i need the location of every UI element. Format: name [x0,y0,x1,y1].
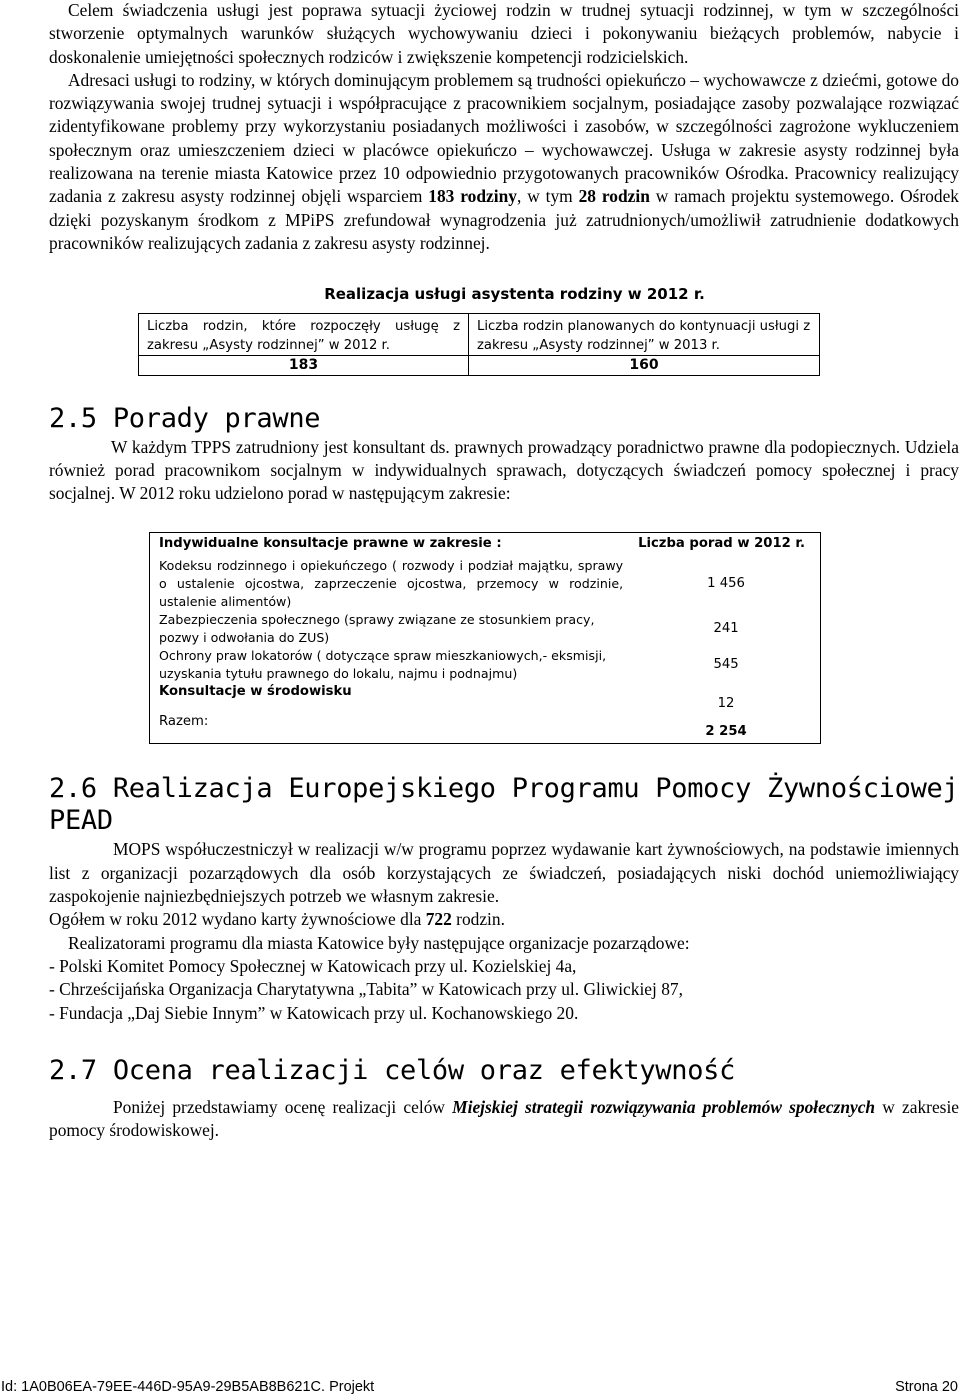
table1-col2-header: Liczba rodzin planowanych do kontynuacji usługi z zakresu „Asysty rodzinnej” w 2013 r. [469,313,820,355]
strategy-title: Miejskiej strategii rozwiązywania problemów społecznych [452,1096,876,1117]
section-2-6-organizations-intro: Realizatorami programu dla miasta Katowice były następujące organizacje pozarządowe: [68,932,690,953]
table2-header-right: Liczba porad w 2012 r. [623,533,820,558]
document-page [49,0,959,1142]
section-2-6-total-text: Ogółem w roku 2012 wydano karty żywnościowe dla [49,909,426,930]
organizations-list [49,955,959,1025]
table2-row-label: Ochrony praw lokatorów ( dotyczące spraw mieszkaniowych,- eksmisji, uzyskania tytułu prawnego do lokalu, najmu i podnajmu) [150,647,624,683]
project-families-count: 28 rodzin [578,186,650,207]
section-2-7-heading: 2.7 Ocena realizacji celów oraz efektywność [49,1054,736,1086]
table2-total-value: 2 254 [623,713,820,744]
section-2-6-total-suffix: rodzin. [451,909,505,930]
paragraph-recipients-text-2: , w tym [516,186,579,207]
paragraph-recipients [49,69,959,255]
document-id: Id: 1A0B06EA-79EE-446D-95A9-29B5AB8B621C. Projekt [1,1379,375,1395]
paragraph-recipients-text-3: w ramach projektu systemowego. Ośrodek dzięki pozyskanym środkom z MPiPS zrefundował wynagrodzenia już zatrudnionych/umożliwił zatrudnienie dodatkowych pracowników realizujących zadania z zakresu asysty rodzinnej. [49,186,959,253]
families-count-pead: 722 [425,909,452,930]
table2-row-value: 545 [623,647,820,683]
section-2-7-paragraph [49,1096,959,1143]
families-count: 183 rodziny [428,186,517,207]
list-item: - Polski Komitet Pomocy Społecznej w Katowicach przy ul. Kozielskiej 4a, [49,955,577,976]
table1-col1-header: Liczba rodzin, które rozpoczęły usługę z zakresu „Asysty rodzinnej” w 2012 r. [139,313,469,355]
paragraph-recipients-text-1: Adresaci usługi to rodziny, w których dominującym problemem są trudności opiekuńczo – wychowawcze z dziećmi, gotowe do rozwiązywania swojej trudnej sytuacji i współpracujące z pracownikiem socjalnym, posiadające zasoby pozwalające rozwiązać zidentyfikowane problemy przy wykorzystaniu posiadanych możliwości i zasobów, w szczególności zagrożone wykluczeniem społecznym oraz umieszczeniem dzieci w placówce opiekuńczo – wychowawczej. Usługa w zakresie asysty rodzinnej była realizowana na terenie miasta Katowice przez 10 odpowiednio przygotowanych pracowników Ośrodka. Pracownicy realizujący zadania z zakresu asysty rodzinnej objęli wsparciem [49,69,959,207]
table1-col1-value: 183 [139,355,469,375]
section-2-7-suffix: w zakresie pomocy środowiskowej. [49,1096,960,1141]
table2-row-label: Konsultacje w środowisku [150,683,624,713]
list-item: - Chrześcijańska Organizacja Charytatywna „Tabita” w Katowicach przy ul. Gliwickiej 87, [49,979,683,1000]
section-2-5-paragraph: W każdym TPPS zatrudniony jest konsultant ds. prawnych prowadzący poradnictwo prawne dla podopiecznych. Udziela również porad pracownikom socjalnym w indywidualnych sprawach, dotyczących świadczeń pomocy społecznej i pracy socjalnej. W 2012 roku udzielono porad w następującym zakresie: [49,436,959,504]
section-2-6-paragraph: MOPS współuczestniczył w realizacji w/w programu poprzez wydawanie kart żywnościowych, na podstawie imiennych list z organizacji pozarządowych dla osób korzystających ze świadczeń, posiadających niski dochód uniemożliwiający zaspokojenie najniezbędniejszych potrzeb we własnym zakresie. [49,839,959,907]
table2-header-left: Indywidualne konsultacje prawne w zakresie : [150,533,624,558]
page-footer [0,1376,960,1396]
table2-row-value: 12 [623,683,820,713]
section-2-6-heading: 2.6 Realizacja Europejskiego Programu Pomocy Żywnościowej PEAD [49,773,959,837]
section-2-5-heading: 2.5 Porady prawne [49,402,321,434]
section-2-6-total [49,908,959,931]
table2-row-label: Kodeksu rodzinnego i opiekuńczego ( rozwody i podział majątku, sprawy o ustalenie ojcostwa, zaprzeczenie ojcostwa, przemocy w rodzinie, ustalenie alimentów) [150,557,624,611]
legal-advice-table [149,532,821,744]
paragraph-goal: Celem świadczenia usługi jest poprawa sytuacji życiowej rodzin w trudnej sytuacji rodzinnej, w tym w szczególności stworzenie optymalnych warunków służących wychowywaniu dzieci i pokonywaniu bieżących problemów, nabycie i doskonalenie umiejętności społecznych rodziców i zwiększenie kompetencji rodzicielskich. [49,0,959,67]
table2-row-value: 1 456 [623,557,820,611]
table2-row-value: 241 [623,611,820,647]
table2-total-label: Razem: [150,713,624,744]
family-assistant-table [138,313,820,376]
table2-row-label: Zabezpieczenia społecznego (sprawy związane ze stosunkiem pracy, pozwy i odwołania do ZUS) [150,611,624,647]
table1-col2-value: 160 [469,355,820,375]
list-item: - Fundacja „Daj Siebie Innym” w Katowicach przy ul. Kochanowskiego 20. [49,1002,579,1023]
table1-caption: Realizacja usługi asystenta rodziny w 2012 r. [324,285,705,304]
section-2-7-text: Poniżej przedstawiamy ocenę realizacji celów [113,1096,453,1117]
page-number: Strona 20 [895,1379,958,1395]
